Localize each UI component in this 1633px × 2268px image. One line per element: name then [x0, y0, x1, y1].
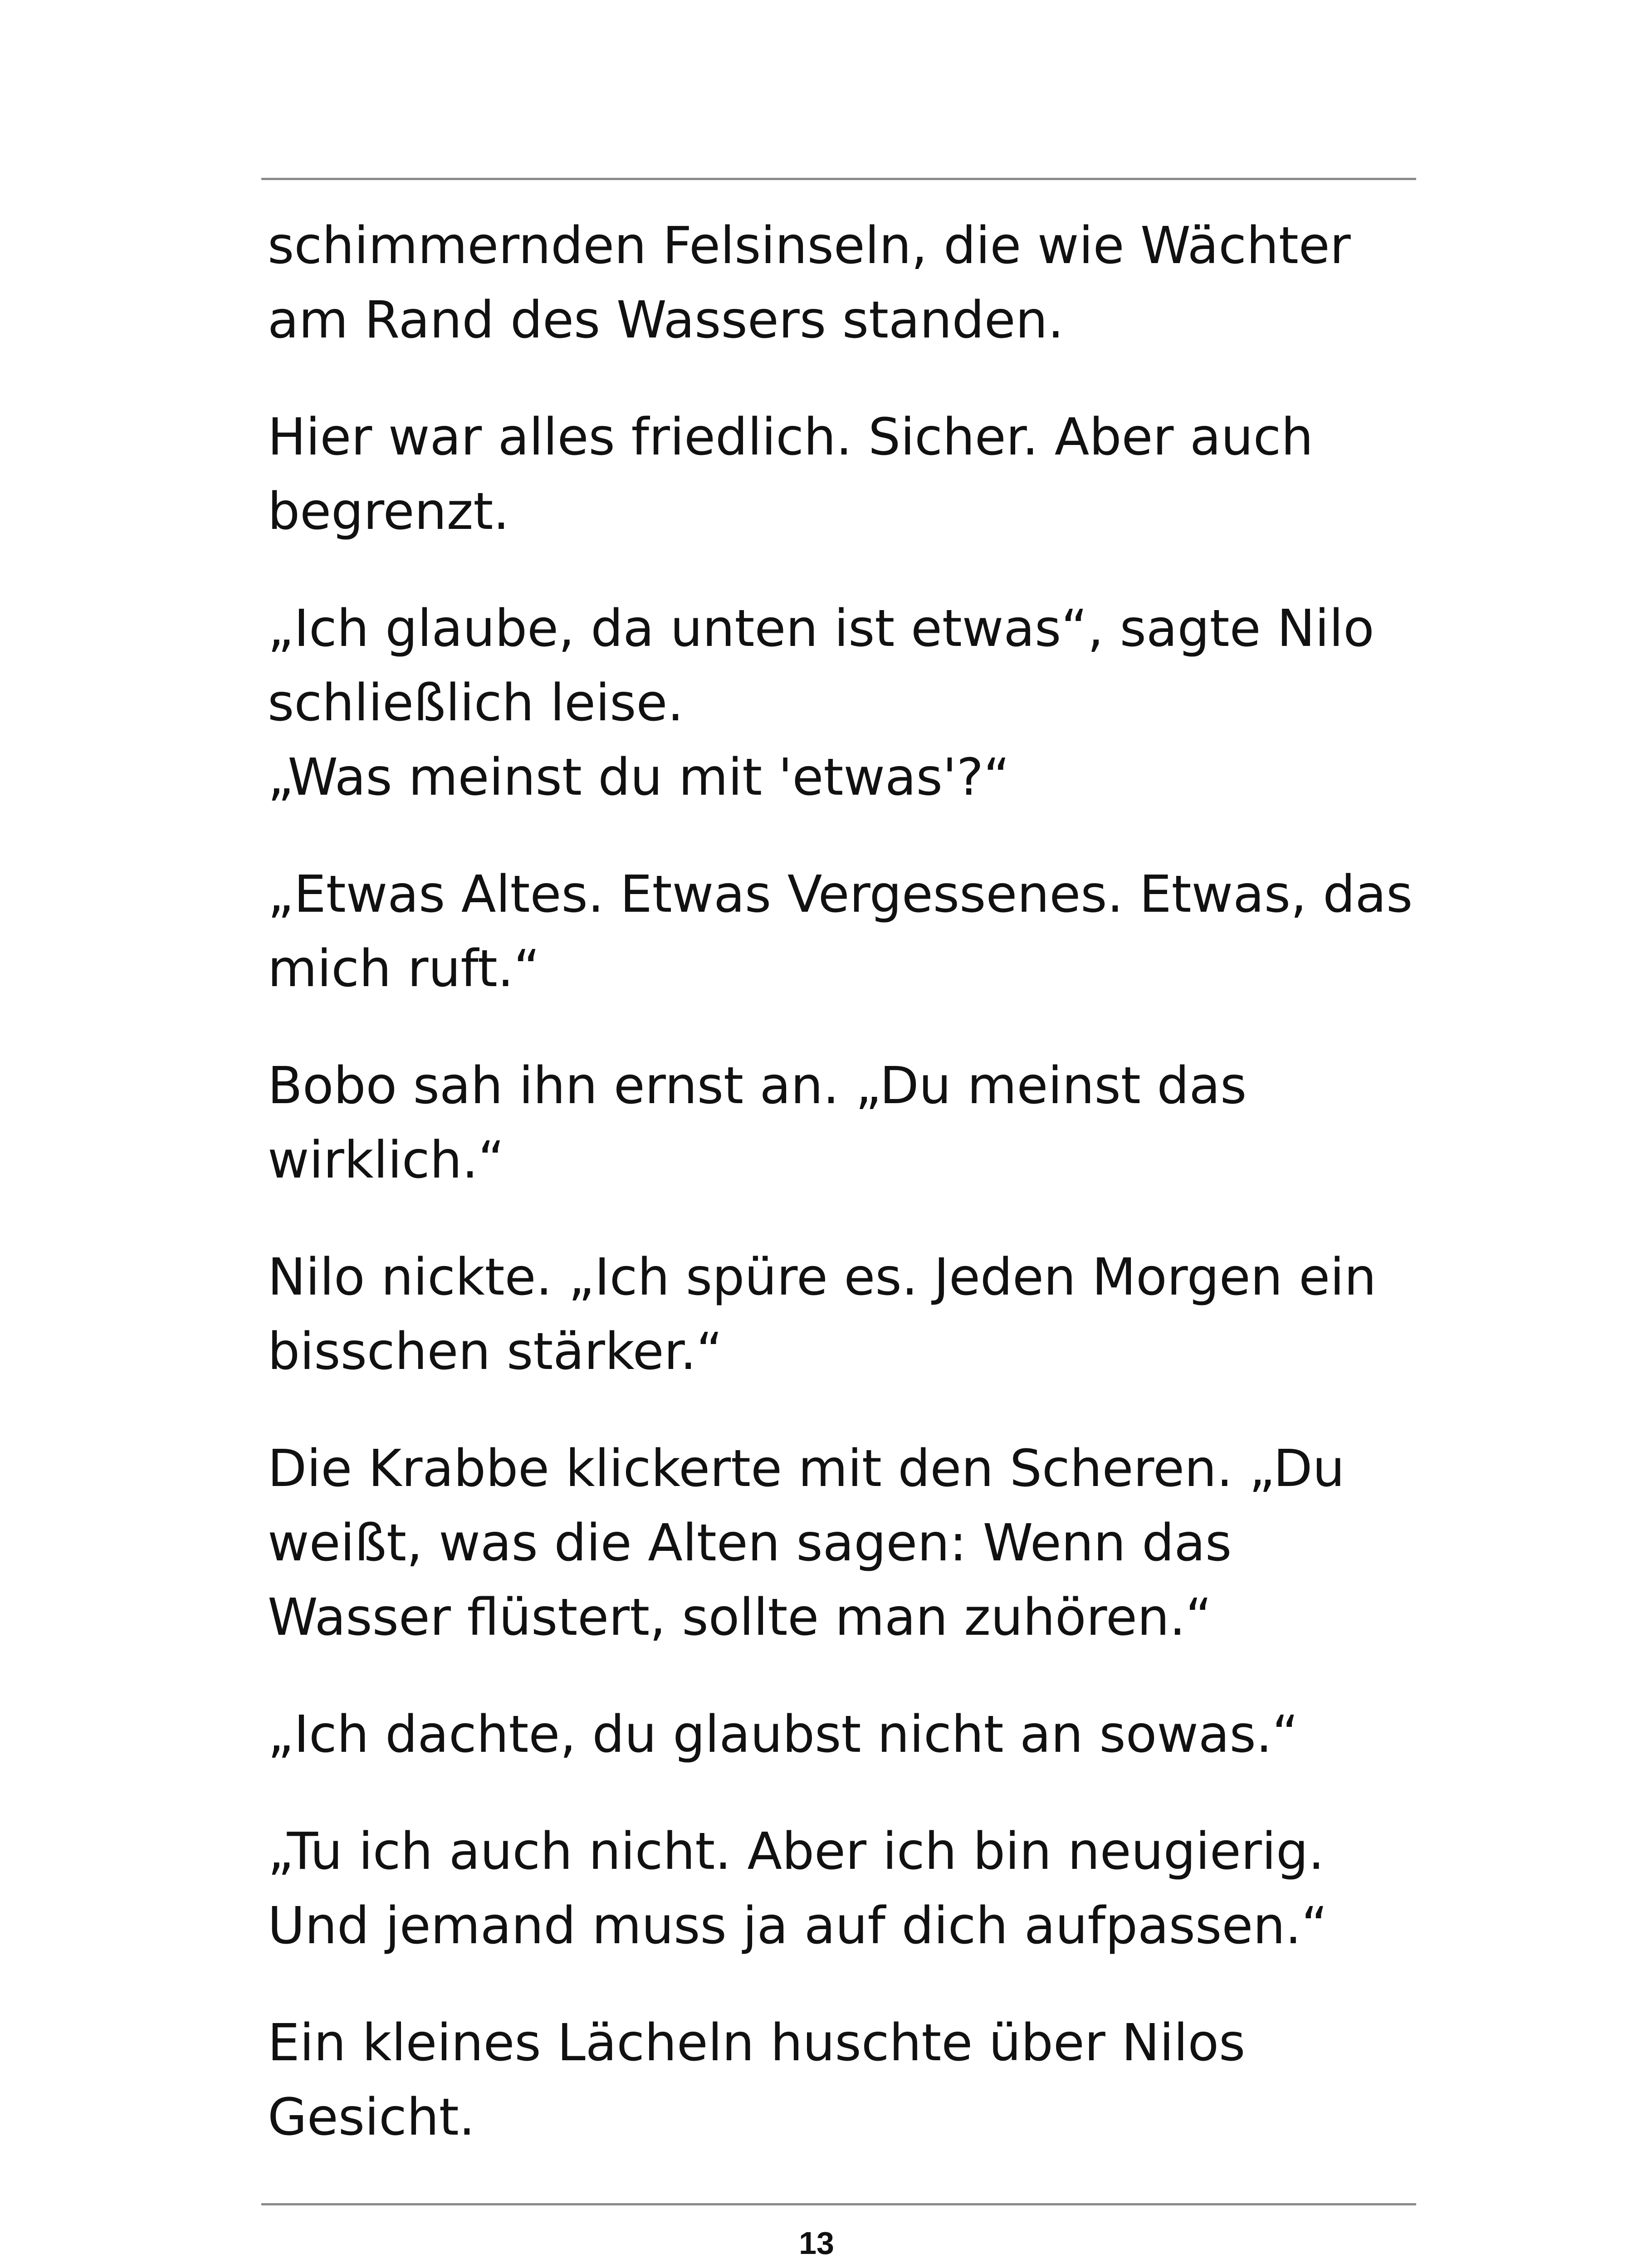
paragraph	[268, 857, 1420, 1006]
footer-divider	[261, 2203, 1416, 2205]
text-line: schließlich leise.	[268, 674, 684, 733]
text-line: begrenzt.	[268, 482, 509, 541]
paragraph	[268, 1814, 1420, 1963]
text-line: Hier war alles friedlich. Sicher. Aber auch	[268, 408, 1314, 467]
text-line: „Tu ich auch nicht. Aber ich bin neugierig.	[268, 1822, 1325, 1881]
text-line: „Ich glaube, da unten ist etwas“, sagte Nilo	[268, 599, 1374, 658]
text-line: „Ich dachte, du glaubst nicht an sowas.“	[268, 1705, 1299, 1764]
text-line: „Was meinst du mit 'etwas'?“	[268, 748, 1010, 807]
paragraph	[268, 591, 1420, 815]
text-line: mich ruft.“	[268, 939, 540, 998]
text-line: Nilo nickte. „Ich spüre es. Jeden Morgen ein	[268, 1248, 1377, 1307]
text-line: schimmernden Felsinseln, die wie Wächter	[268, 216, 1351, 275]
paragraph	[268, 2006, 1420, 2155]
text-line: Ein kleines Lächeln huschte über Nilos	[268, 2014, 1246, 2072]
text-line: Gesicht.	[268, 2088, 475, 2147]
paragraph	[268, 400, 1420, 549]
text-line: weißt, was die Alten sagen: Wenn das	[268, 1514, 1232, 1573]
header-divider	[261, 178, 1416, 180]
text-line: bisschen stärker.“	[268, 1322, 723, 1381]
text-line: Wasser flüstert, sollte man zuhören.“	[268, 1588, 1212, 1647]
paragraph	[268, 1697, 1420, 1772]
paragraph	[268, 1240, 1420, 1389]
text-line: „Etwas Altes. Etwas Vergessenes. Etwas, das	[268, 865, 1413, 924]
text-line: Bobo sah ihn ernst an. „Du meinst das	[268, 1056, 1247, 1115]
page-number: 13	[799, 2225, 834, 2261]
text-line: am Rand des Wassers standen.	[268, 291, 1064, 350]
paragraph	[268, 209, 1420, 357]
page-body	[268, 209, 1420, 2186]
text-line: Die Krabbe klickerte mit den Scheren. „Du	[268, 1439, 1345, 1498]
text-line: Und jemand muss ja auf dich aufpassen.“	[268, 1897, 1328, 1955]
paragraph	[268, 1432, 1420, 1655]
paragraph	[268, 1049, 1420, 1198]
text-line: wirklich.“	[268, 1131, 505, 1190]
